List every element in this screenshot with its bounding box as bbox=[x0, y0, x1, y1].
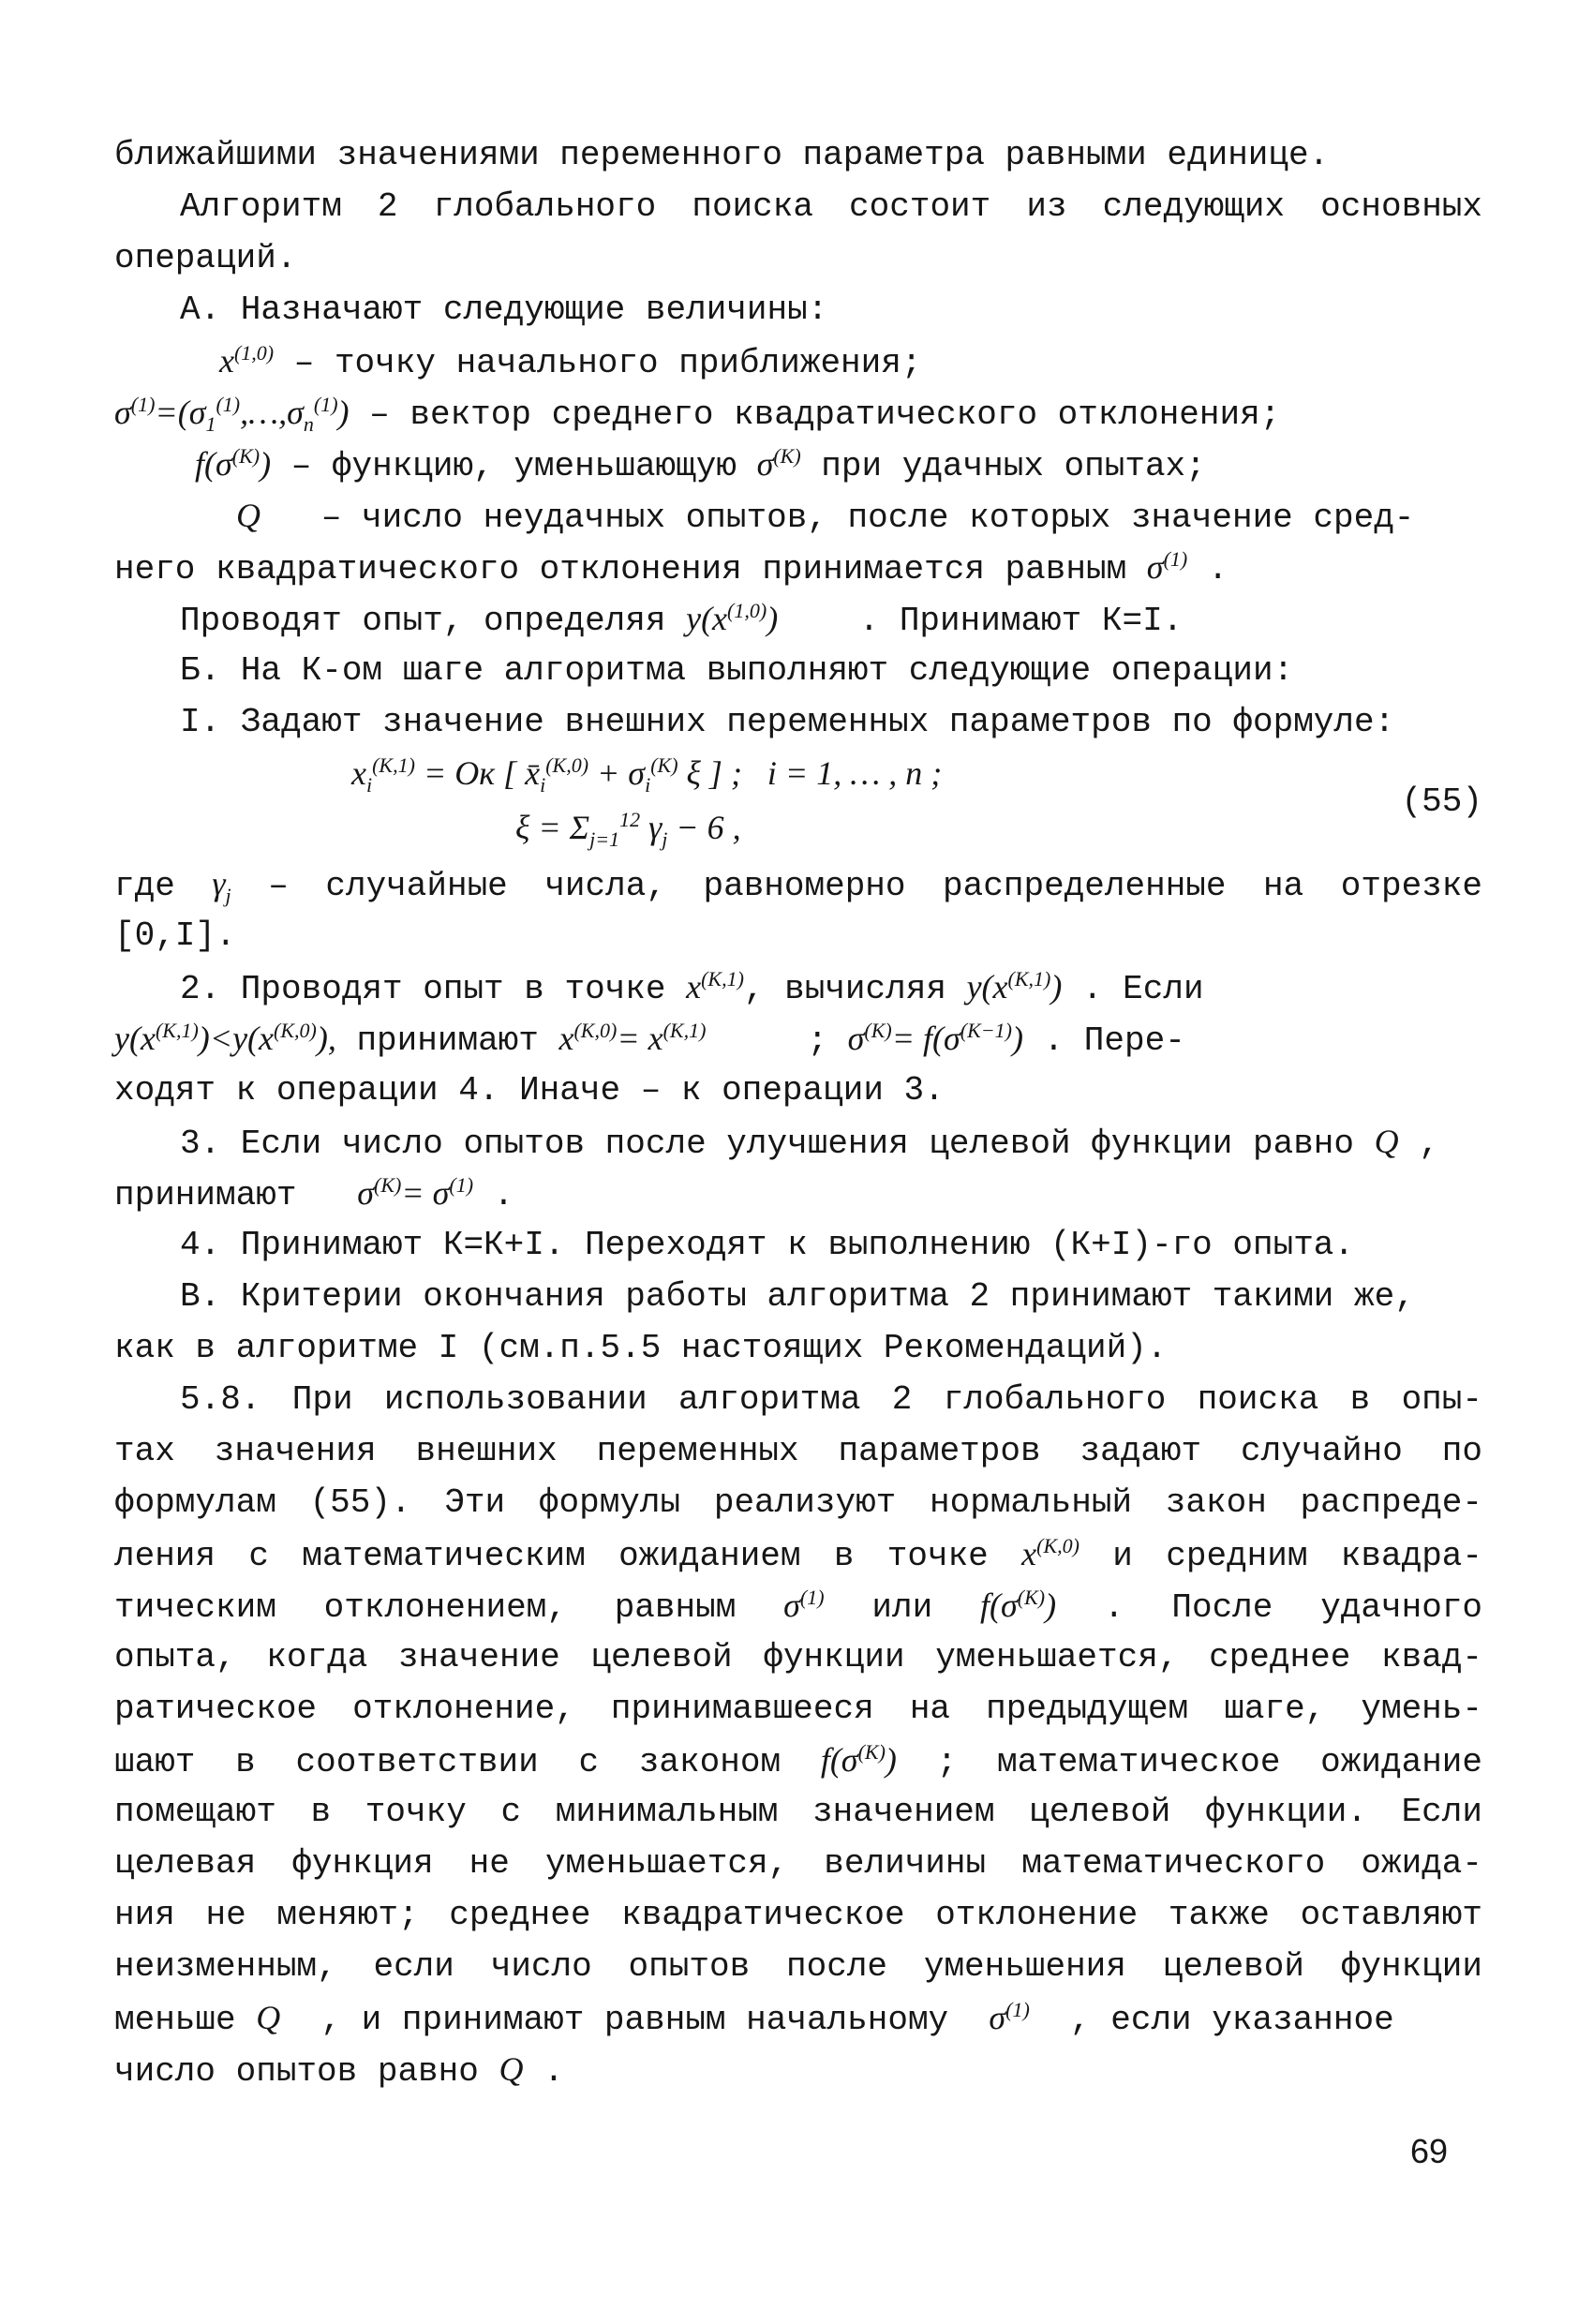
text-line: как в алгоритме I (см.п.5.5 настоящих Рекомендаций). bbox=[114, 1329, 1168, 1367]
text-line: принимают $\sigma^{(K)}= \sigma^{(1)}$ . bbox=[114, 1173, 514, 1214]
formula-line-2: $\xi = \Sigma_{j=1}^{12}$ $\gamma_j - 6$ , bbox=[515, 808, 741, 852]
text-line: [0,I]. bbox=[114, 916, 236, 955]
text-line: него квадратического отклонения принимается равным $\sigma^{(1)}$ . bbox=[114, 547, 1228, 588]
text-line: ния не меняют; среднее квадратическое отклонение также оставляют bbox=[114, 1896, 1482, 1934]
text-line: ближайшими значениями переменного параметра равными единице. bbox=[114, 136, 1330, 174]
equation-number: (55) bbox=[1401, 782, 1482, 821]
text-line: Алгоритм 2 глобального поиска состоит из следующих основных bbox=[180, 187, 1482, 226]
text-line: число опытов равно Q . bbox=[114, 2050, 564, 2091]
text-line: I. Задают значение внешних переменных параметров по формуле: bbox=[180, 703, 1395, 741]
text-line: ратическое отклонение, принимавшееся на предыдущем шаге, умень- bbox=[114, 1690, 1482, 1728]
page-number: 69 bbox=[1410, 2132, 1449, 2170]
text-line: Проводят опыт, определяя $y(x^{(1,0)})$ . Принимают К=I. bbox=[180, 599, 1184, 640]
text-line: 2. Проводят опыт в точке $x^{(K,1)}$, вычисляя $y(x^{(K,1)})$ . Если bbox=[180, 967, 1204, 1008]
text-line: ления с математическим ожиданием в точке $x^{(K,0)}$ и средним квадра- bbox=[114, 1534, 1483, 1575]
text-line: $x^{(1,0)}$ – точку начального приближения; bbox=[219, 341, 922, 382]
text-line: 3. Если число опытов после улучшения целевой функции равно Q , bbox=[180, 1123, 1439, 1163]
text-line: $f(\sigma^{(K)})$ – функцию, уменьшающую $\sigma^{(K)}$ при удачных опытах; bbox=[195, 444, 1206, 485]
text-line: В. Критерии окончания работы алгоритма 2 принимают такими же, bbox=[180, 1277, 1415, 1316]
text-line: формулам (55). Эти формулы реализуют нормальный закон распреде- bbox=[114, 1483, 1482, 1522]
text-line: тическим отклонением, равным $\sigma^{(1)}$ или $f(\sigma^{(K)})$ . После удачного bbox=[114, 1586, 1483, 1627]
formula-line-1: $x_i^{(K,1)}$ = Ок [ $x̄_i^{(K,0)} + \sigma_i^{(K)}$ ξ ] ; i = 1, … , n ; bbox=[351, 753, 943, 797]
text-line: операций. bbox=[114, 239, 297, 277]
text-line: где $\gamma_j$ – случайные числа, равномерно распределенные на отрезке bbox=[114, 865, 1483, 908]
text-line: целевая функция не уменьшается, величины математического ожида- bbox=[114, 1844, 1482, 1883]
formula-55 bbox=[114, 748, 1482, 858]
text-line: шают в соответствии с законом $f(\sigma^{(K)})$ ; математическое ожидание bbox=[114, 1740, 1483, 1781]
text-line: помещают в точку с минимальным значением целевой функции. Если bbox=[114, 1793, 1482, 1831]
text-line: Б. На К-ом шаге алгоритма выполняют следующие операции: bbox=[180, 651, 1294, 690]
page-body bbox=[114, 129, 1482, 2095]
text-line: А. Назначают следующие величины: bbox=[180, 290, 828, 329]
text-line: 5.8. При использовании алгоритма 2 глобального поиска в опы- bbox=[180, 1380, 1482, 1419]
text-line: ходят к операции 4. Иначе – к операции 3. bbox=[114, 1071, 945, 1110]
text-line: $\sigma^{(1)}=(\sigma_1^{(1)},\dots,\sigma_n^{(1)})$ – вектор среднего квадратического отклонения; bbox=[114, 393, 1281, 437]
text-line: опыта, когда значение целевой функции уменьшается, среднее квад- bbox=[114, 1638, 1482, 1676]
text-line: меньше Q , и принимают равным начальному $\sigma^{(1)}$ , если указанное bbox=[114, 1998, 1394, 2039]
text-line: тах значения внешних переменных параметров задают случайно по bbox=[114, 1432, 1482, 1470]
text-line: Q – число неудачных опытов, после которых значение сред- bbox=[236, 497, 1415, 537]
text-line: 4. Принимают К=К+I. Переходят к выполнению (К+I)-го опыта. bbox=[180, 1226, 1355, 1264]
text-line: $y(x^{(K,1)})<y(x^{(K,0)})$, принимают $x^{(K,0)}= x^{(K,1)}$ ; $\sigma^{(K)}= f(\sigma^{(K-1)})$ . Пере- bbox=[114, 1019, 1185, 1060]
text-line: неизменным, если число опытов после уменьшения целевой функции bbox=[114, 1947, 1482, 1986]
